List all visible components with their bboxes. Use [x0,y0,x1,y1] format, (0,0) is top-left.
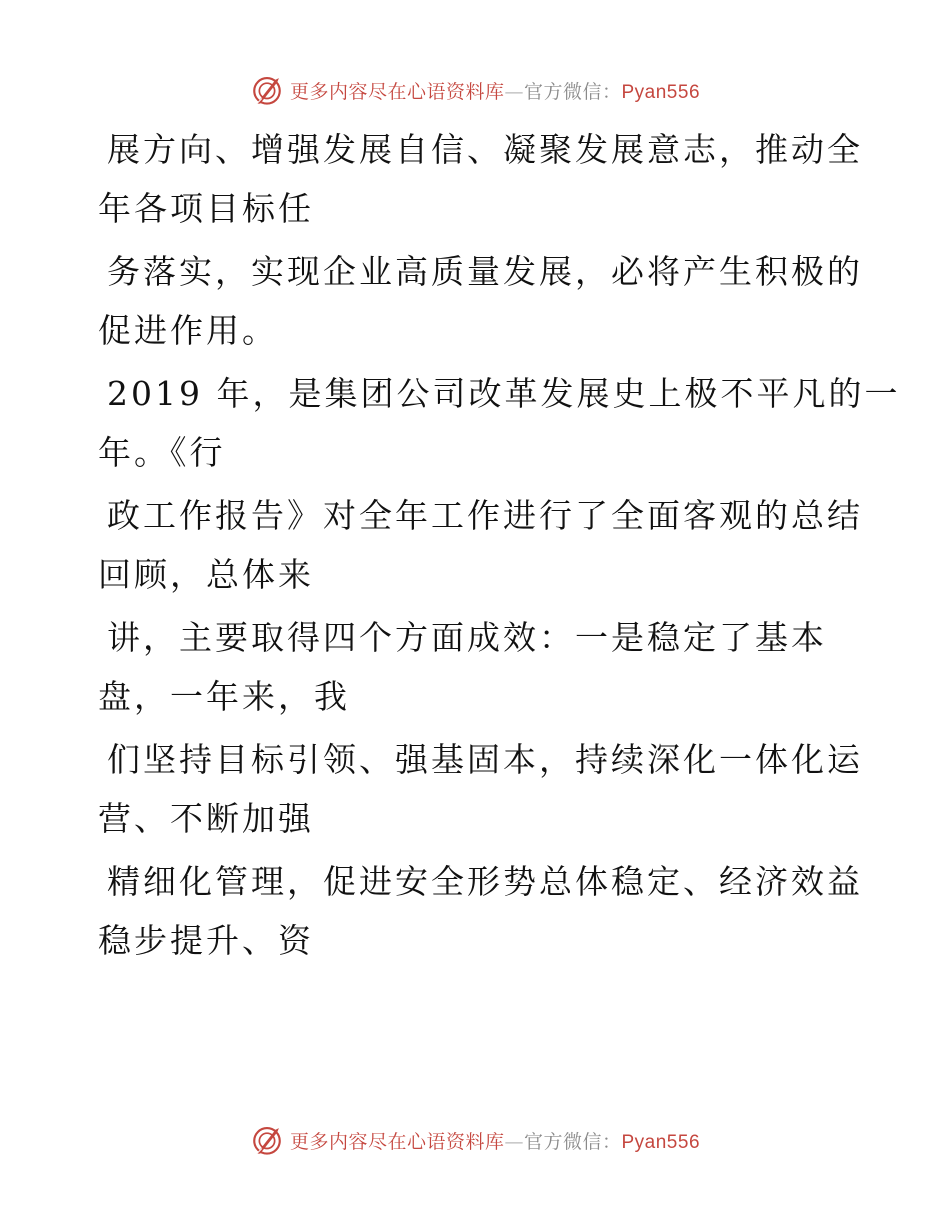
watermark-label: 官方微信： [523,80,622,103]
text-line: 政工作报告》对全年工作进行了全面客观的总结 [107,496,863,535]
paragraph [98,608,858,726]
text-line: 展方向、增强发展自信、凝聚发展意志，推动全 [107,130,863,169]
document-body [98,120,901,974]
watermark-label: 官方微信： [523,1130,622,1153]
text-line: 们坚持目标引领、强基固本，持续深化一体化运 [107,740,863,779]
watermark-dash: — [504,1130,524,1153]
watermark-site: 更多内容尽在心语资料库 [289,1130,505,1153]
quill-logo-icon [250,73,284,107]
text-line: 年各项目标任 [98,189,314,228]
watermark-wechat-id: Pyan556 [621,1131,701,1153]
paragraph [98,730,863,848]
watermark-site: 更多内容尽在心语资料库 [289,80,505,103]
watermark-wechat-id: Pyan556 [621,81,701,103]
paragraph [98,120,863,238]
text-line: 回顾，总体来 [98,555,314,594]
text-line: 促进作用。 [98,311,278,350]
text-line: 稳步提升、资 [98,921,314,960]
text-line: 2019 年，是集团公司改革发展史上极不平凡的一 [107,374,901,413]
paragraph [98,852,863,970]
watermark-text [290,77,700,104]
text-line: 盘，一年来，我 [98,677,350,716]
quill-logo-icon [250,1123,284,1157]
footer-watermark [0,1118,950,1162]
watermark-text [290,1127,700,1154]
watermark-dash: — [504,80,524,103]
header-watermark [0,68,950,112]
paragraph [98,486,863,604]
paragraph [98,242,863,360]
text-line: 务落实，实现企业高质量发展，必将产生积极的 [107,252,863,291]
paragraph [98,364,901,482]
text-line: 精细化管理，促进安全形势总体稳定、经济效益 [107,862,863,901]
text-line: 讲，主要取得四个方面成效：一是稳定了基本 [107,618,827,657]
text-line: 营、不断加强 [98,799,314,838]
text-line: 年。《行 [98,433,226,472]
